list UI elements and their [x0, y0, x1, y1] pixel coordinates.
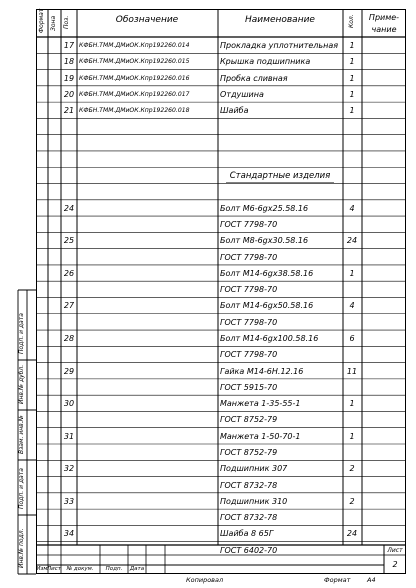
row-designation: КФБН.ТММ.ДМиОК.Кпр192260.018: [79, 107, 190, 115]
std-pos: 28: [63, 334, 75, 344]
std-name: Болт М6-6gх25.58.16: [220, 203, 309, 213]
std-qty: 4: [349, 301, 355, 311]
std-standard: ГОСТ 7798-70: [220, 220, 278, 230]
side-label: Инв.№ подл.: [18, 528, 25, 568]
std-qty: 1: [349, 268, 355, 278]
std-pos: 24: [63, 203, 75, 213]
header-note-1: Приме-: [368, 13, 400, 22]
row-pos: 21: [63, 106, 75, 116]
row-pos: 17: [63, 41, 75, 50]
std-qty: 1: [349, 399, 355, 409]
std-qty: 4: [349, 203, 355, 213]
std-standard: ГОСТ 7798-70: [220, 317, 278, 327]
footer-copied: Копировал: [186, 576, 224, 584]
std-name: Болт М14-6gх38.58.16: [220, 268, 314, 278]
std-pos: 27: [63, 301, 75, 311]
row-qty: 1: [349, 57, 355, 67]
std-pos: 34: [63, 529, 75, 539]
std-qty: 2: [349, 464, 355, 474]
std-pos: 26: [63, 268, 75, 278]
std-standard: ГОСТ 8752-79: [220, 415, 278, 425]
side-label: Взам. инв.№: [18, 415, 25, 454]
tb-sheet-number: 2: [392, 560, 398, 569]
row-name: Пробка сливная: [220, 73, 288, 83]
row-pos: 19: [63, 73, 75, 83]
std-qty: 24: [346, 529, 358, 539]
footer-format-label: Формат: [324, 576, 351, 584]
std-qty: 6: [349, 334, 355, 344]
row-qty: 1: [349, 41, 355, 50]
footer-format-value: А4: [367, 576, 376, 584]
row-designation: КФБН.ТММ.ДМиОК.Кпр192260.014: [79, 42, 190, 49]
std-standard: ГОСТ 7798-70: [220, 285, 278, 295]
tb-sign: Подп.: [105, 566, 123, 572]
row-name: Крышка подшипника: [220, 57, 311, 67]
std-name: Манжета 1-50-70-1: [220, 431, 301, 441]
header-format: Формат: [38, 8, 45, 33]
tb-izm: Изм: [36, 566, 48, 572]
row-designation: КФБН.ТММ.ДМиОК.Кпр192260.015: [79, 58, 190, 66]
std-standard: ГОСТ 8732-78: [220, 513, 278, 523]
header-note-2: чание: [371, 25, 397, 34]
row-qty: 1: [349, 89, 355, 99]
std-standard: ГОСТ 8732-78: [220, 480, 278, 490]
std-pos: 32: [63, 464, 75, 474]
tb-sheet-label: Лист: [387, 547, 403, 554]
row-pos: 18: [63, 57, 75, 67]
row-designation: КФБН.ТММ.ДМиОК.Кпр192260.017: [79, 90, 190, 98]
std-pos: 33: [63, 496, 75, 506]
std-pos: 31: [63, 431, 75, 441]
std-pos: 29: [63, 366, 75, 376]
section-title: Стандартные изделия: [229, 171, 331, 182]
std-name: Подшипник 310: [220, 496, 288, 506]
row-qty: 1: [349, 73, 355, 83]
row-name: Отдушина: [220, 89, 264, 99]
row-designation: КФБН.ТММ.ДМиОК.Кпр192260.016: [79, 74, 190, 82]
std-standard: ГОСТ 7798-70: [220, 252, 278, 262]
std-name: Подшипник 307: [220, 464, 288, 474]
header-name: Наименование: [245, 15, 315, 25]
std-name: Болт М8-6gх30.58.16: [220, 236, 309, 246]
side-label: Инв.№ дубл.: [18, 364, 25, 404]
header-designation: Обозначение: [115, 15, 179, 25]
std-qty: 24: [346, 236, 358, 246]
std-name: Шайба 8 65Г: [220, 529, 274, 539]
row-qty: 1: [349, 106, 355, 116]
std-standard: ГОСТ 7798-70: [220, 350, 278, 360]
header-pos: Поз.: [63, 15, 70, 29]
side-label: Подп. и дата: [18, 468, 25, 509]
header-zone: Зона: [50, 15, 57, 31]
std-name: Манжета 1-35-55-1: [220, 399, 301, 409]
std-pos: 25: [63, 236, 75, 246]
std-standard: ГОСТ 5915-70: [220, 382, 278, 392]
row-name: Шайба: [220, 106, 249, 116]
std-name: Гайка М14-6Н.12.16: [220, 366, 304, 376]
std-standard: ГОСТ 6402-70: [220, 545, 278, 555]
std-pos: 30: [63, 399, 75, 409]
tb-list: Лист: [47, 566, 61, 572]
std-standard: ГОСТ 8752-79: [220, 448, 278, 457]
std-qty: 2: [349, 496, 355, 506]
tb-doc-no: № докум.: [66, 566, 94, 572]
std-qty: 11: [346, 366, 358, 376]
row-pos: 20: [63, 89, 75, 99]
std-qty: 1: [349, 431, 355, 441]
header-qty: Кол.: [348, 14, 355, 28]
std-name: Болт М14-6gх50.58.16: [220, 301, 314, 311]
side-label: Подп. и дата: [18, 313, 25, 354]
tb-date: Дата: [129, 566, 145, 572]
std-name: Болт М14-6gх100.58.16: [220, 334, 319, 344]
row-name: Прокладка уплотнительная: [220, 41, 339, 50]
